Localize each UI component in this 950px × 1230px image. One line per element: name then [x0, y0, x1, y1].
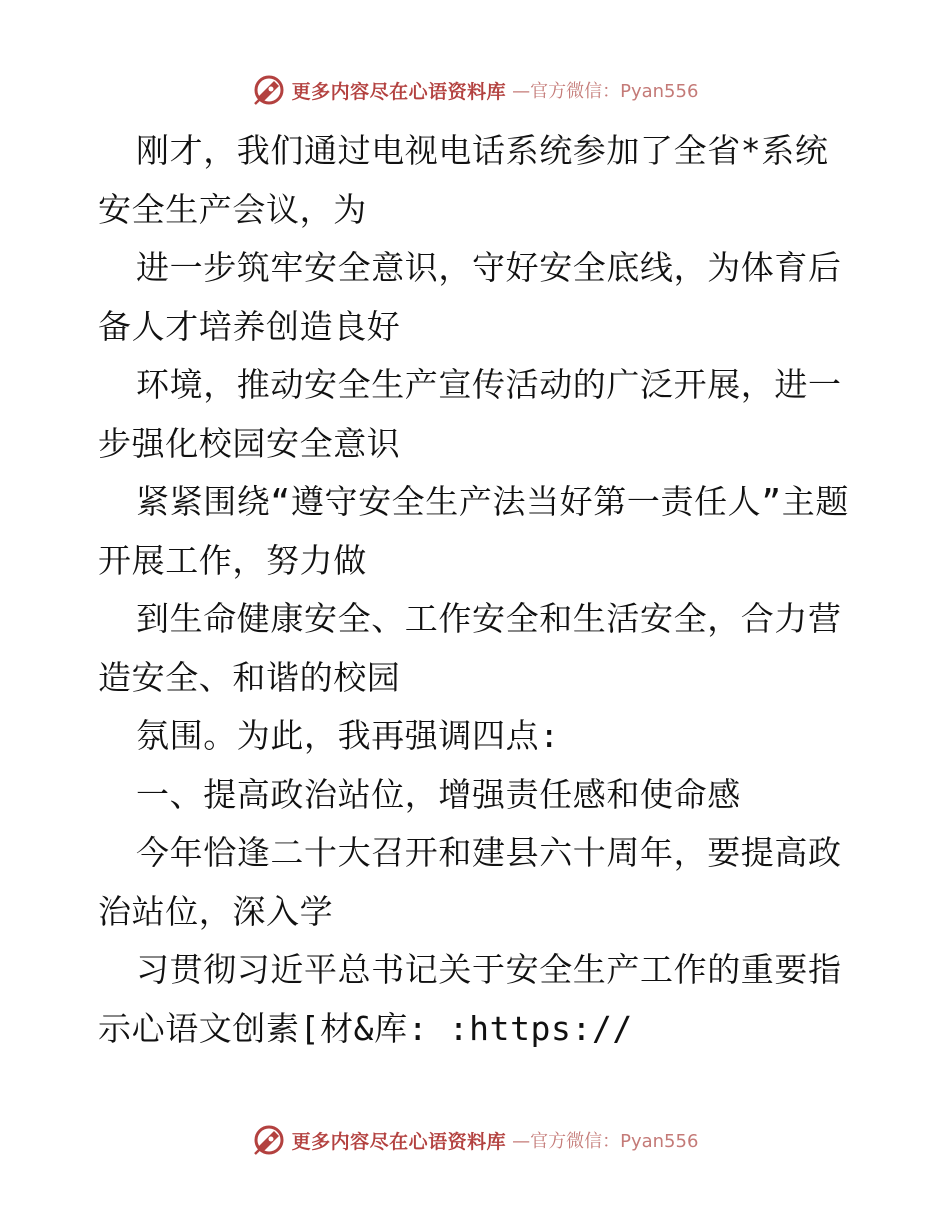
paragraph-7: 今年恰逢二十大召开和建县六十周年，要提高政治站位，深入学 [98, 833, 842, 931]
header-banner[interactable] [252, 73, 699, 107]
page-footer [0, 1120, 950, 1160]
paragraph-6: 氛围。为此，我再强调四点: [136, 716, 560, 755]
paragraph-4: 紧紧围绕“遵守安全生产法当好第一责任人”主题开展工作，努力做 [98, 482, 849, 580]
document-body [98, 122, 858, 1058]
section-heading-1: 一、提高政治站位，增强责任感和使命感 [136, 774, 741, 814]
page-header [0, 70, 950, 110]
paragraph-5: 到生命健康安全、工作安全和生活安全，合力营造安全、和谐的校园 [98, 599, 842, 697]
paragraph-3: 环境，推动安全生产宣传活动的广泛开展，进一步强化校园安全意识 [98, 365, 842, 463]
footer-banner[interactable] [252, 1123, 699, 1157]
footer-banner-wechat: —官方微信：Pyan556 [512, 1131, 699, 1152]
footer-banner-title: 更多内容尽在心语资料库 [291, 1130, 507, 1153]
pen-nib-logo-icon [252, 1123, 286, 1157]
paragraph-2: 进一步筑牢安全意识，守好安全底线，为体育后备人才培养创造良好 [98, 248, 842, 346]
header-banner-wechat: —官方微信：Pyan556 [512, 81, 699, 102]
paragraph-8: 习贯彻习近平总书记关于安全生产工作的重要指示心语文创素[材&库: :https:// [98, 950, 842, 1048]
paragraph-1: 刚才，我们通过电视电话系统参加了全省*系统安全生产会议，为 [98, 131, 829, 229]
pen-nib-logo-icon [252, 73, 286, 107]
header-banner-title: 更多内容尽在心语资料库 [291, 80, 507, 103]
